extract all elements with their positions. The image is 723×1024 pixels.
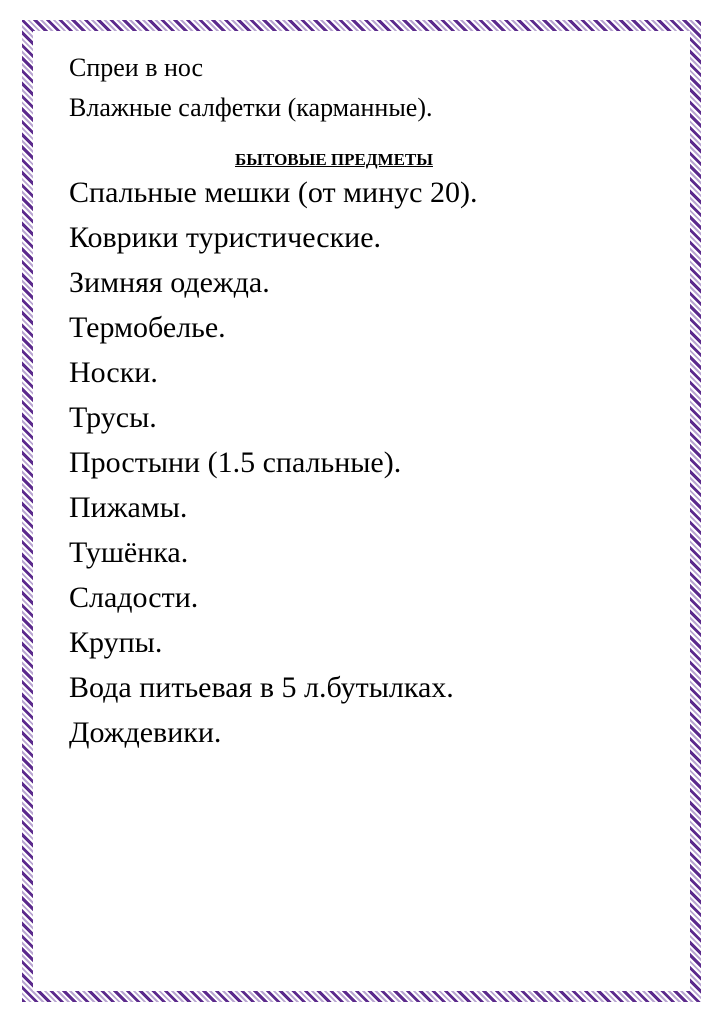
list-item: Трусы. [69, 401, 157, 434]
list-item: Тушёнка. [69, 536, 189, 569]
list-item: Вода питьевая в 5 л.бутылках. [69, 671, 454, 704]
list-item: Сладости. [69, 581, 199, 614]
section-heading: БЫТОВЫЕ ПРЕДМЕТЫ [235, 150, 433, 169]
list-item: Термобелье. [69, 311, 226, 344]
list-item: Простыни (1.5 спальные). [69, 446, 402, 479]
intro-line-wet-wipes: Влажные салфетки (карманные). [69, 93, 433, 122]
intro-line-nasal-spray: Спреи в нос [69, 53, 204, 82]
list-item: Пижамы. [69, 491, 188, 524]
list-item: Носки. [69, 356, 158, 389]
list-item: Коврики туристические. [69, 221, 382, 254]
household-items-list [69, 170, 659, 755]
list-item: Дождевики. [69, 716, 222, 749]
list-item: Спальные мешки (от минус 20). [69, 176, 478, 209]
document-content [69, 48, 659, 755]
list-item: Крупы. [69, 626, 163, 659]
list-item: Зимняя одежда. [69, 266, 270, 299]
